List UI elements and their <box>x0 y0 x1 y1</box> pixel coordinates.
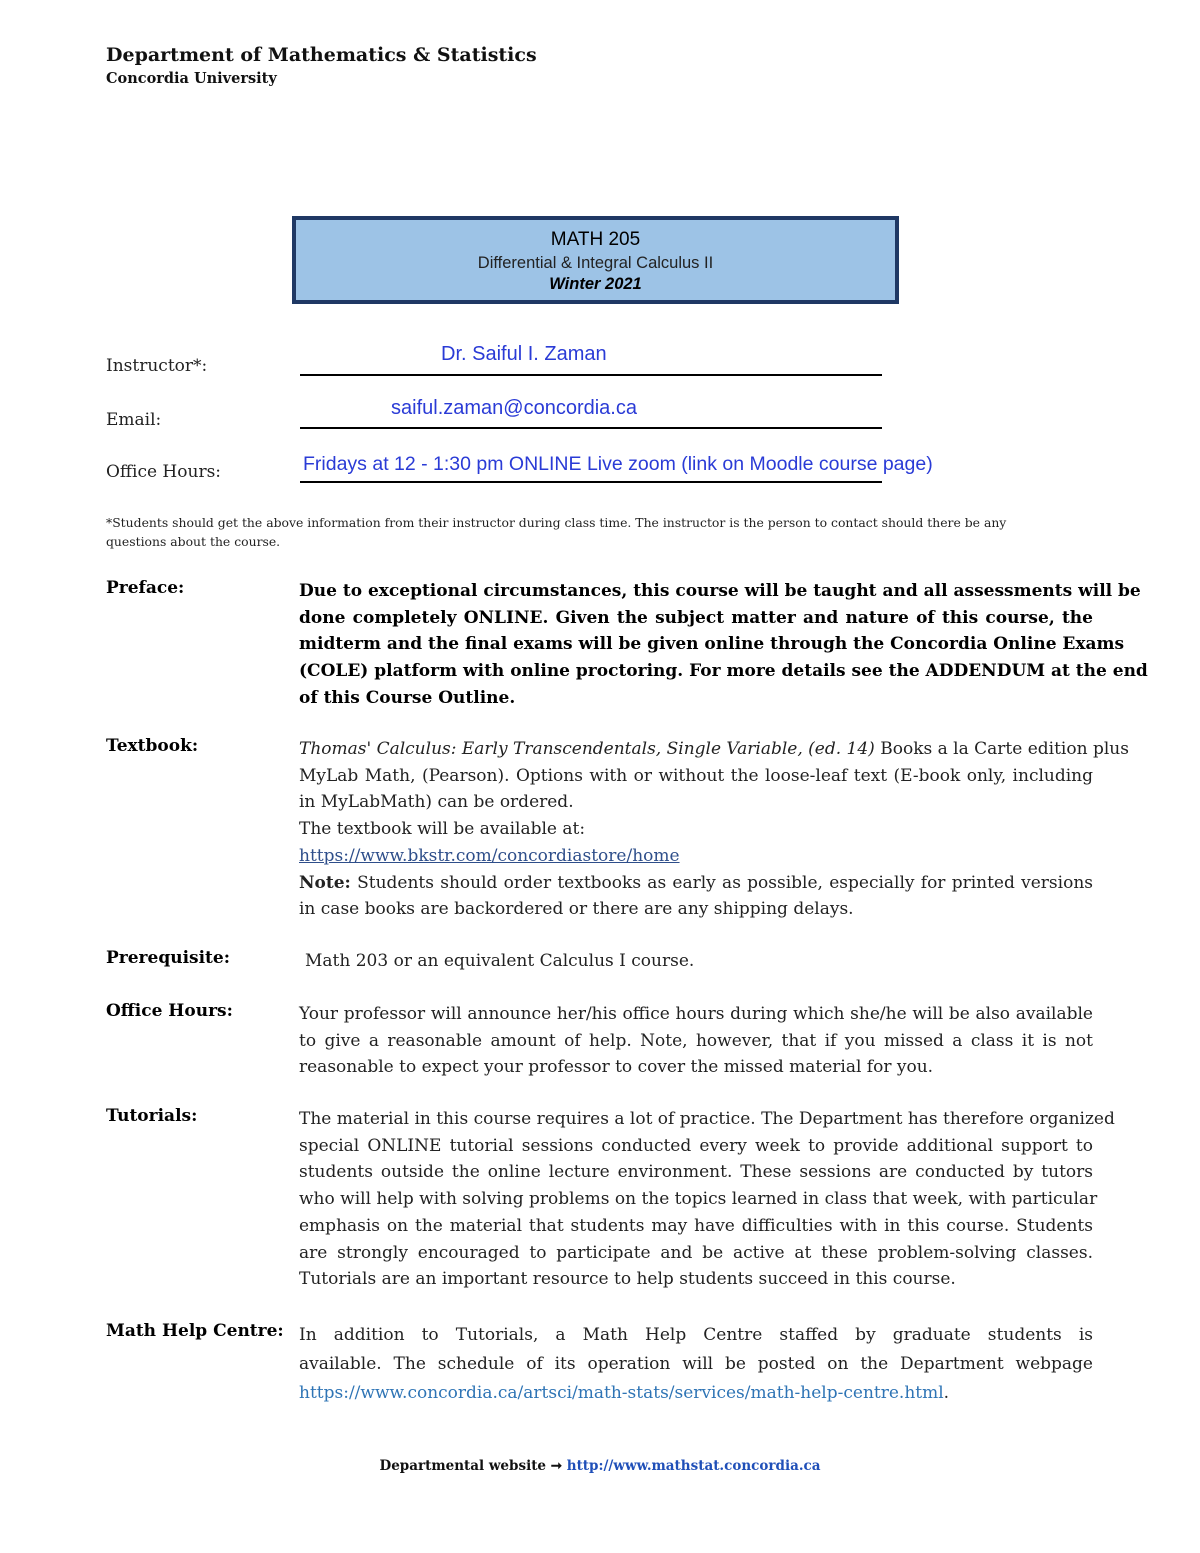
email-underline <box>300 427 882 429</box>
math-help-line: In addition to Tutorials, a Math Help Centre staffed by graduate students is <box>299 1325 1093 1345</box>
math-help-text <box>299 1321 1093 1408</box>
office-hours-line: reasonable to expect your professor to cover the missed material for you. <box>299 1057 934 1078</box>
office-hours-section-label: Office Hours: <box>106 1001 233 1021</box>
textbook-note <box>299 870 1093 897</box>
math-help-label: Math Help Centre: <box>106 1321 284 1341</box>
office-hours-label: Office Hours: <box>106 462 222 482</box>
bookstore-link[interactable]: https://www.bkstr.com/concordiastore/home <box>299 845 680 866</box>
tutorials-line: The material in this course requires a lot of practice. The Department has therefore organized <box>299 1109 1115 1129</box>
course-name: Differential & Integral Calculus II <box>477 254 714 272</box>
math-help-line <box>299 1379 1093 1408</box>
footnote-line: questions about the course. <box>106 534 281 549</box>
department-title: Department of Mathematics & Statistics <box>106 44 537 66</box>
math-help-link-suffix: . <box>943 1383 950 1403</box>
course-title-box <box>292 216 899 304</box>
textbook-edition: Books a la Carte edition plus <box>874 739 1129 759</box>
university-name: Concordia University <box>106 70 277 87</box>
textbook-text <box>299 736 1129 923</box>
tutorials-text <box>299 1106 1115 1293</box>
tutorials-line: who will help with solving problems on the topics learned in class that week, with particular <box>299 1189 1098 1210</box>
preface-line: midterm and the final exams will be given online through the Concordia Online Exams <box>299 634 1125 655</box>
tutorials-label: Tutorials: <box>106 1106 198 1126</box>
department-website-link[interactable]: http://www.mathstat.concordia.ca <box>566 1458 821 1474</box>
textbook-line <box>299 843 1093 870</box>
office-hours-text <box>299 1001 1093 1081</box>
office-hours-value: Fridays at 12 - 1:30 pm ONLINE Live zoom (link on Moodle course page) <box>303 453 933 475</box>
preface-line: Due to exceptional circumstances, this course will be taught and all assessments will be <box>299 581 1141 601</box>
textbook-label: Textbook: <box>106 736 199 756</box>
preface-line: (COLE) platform with online proctoring. For more details see the ADDENDUM at the end <box>299 661 1148 682</box>
textbook-line <box>299 736 1129 763</box>
tutorials-line: students outside the online lecture environment. These sessions are conducted by tutors <box>299 1162 1093 1183</box>
tutorials-line: are strongly encouraged to participate and be active at these problem-solving classes. <box>299 1242 1093 1263</box>
textbook-title: Thomas' Calculus: Early Transcendentals, Single Variable, (ed. 14) <box>299 739 875 759</box>
instructor-label: Instructor*: <box>106 356 208 376</box>
page-footer <box>0 1458 1200 1474</box>
textbook-line: in MyLabMath) can be ordered. <box>299 792 574 813</box>
tutorials-line: Tutorials are an important resource to help students succeed in this course. <box>299 1269 956 1290</box>
textbook-note-line: in case books are backordered or there are any shipping delays. <box>299 899 854 920</box>
office-hours-line: to give a reasonable amount of help. Note, however, that if you missed a class it is not <box>299 1030 1093 1051</box>
tutorials-line: emphasis on the material that students may have difficulties with in this course. Students <box>299 1215 1093 1236</box>
tutorials-line: special ONLINE tutorial sessions conducted every week to provide additional support to <box>299 1135 1093 1156</box>
footnote-line: *Students should get the above information from their instructor during class time. The instructor is the person to contact should there be any <box>106 515 1007 530</box>
footer-label: Departmental website <box>379 1458 547 1474</box>
note-text: Students should order textbooks as early as possible, especially for printed versions <box>350 872 1093 893</box>
course-term: Winter 2021 <box>549 275 642 293</box>
prerequisite-text: Math 203 or an equivalent Calculus I course. <box>305 951 695 971</box>
arrow-icon: ➞ <box>550 1458 563 1474</box>
email-label: Email: <box>106 410 162 430</box>
instructor-footnote <box>106 513 1096 551</box>
prerequisite-label: Prerequisite: <box>106 948 231 968</box>
note-label: Note: <box>299 872 351 893</box>
preface-label: Preface: <box>106 578 185 598</box>
textbook-line: MyLab Math, (Pearson). Options with or without the loose-leaf text (E-book only, including <box>299 765 1093 786</box>
office-hours-line: Your professor will announce her/his office hours during which she/he will be also available <box>299 1004 1093 1024</box>
preface-line: of this Course Outline. <box>299 687 516 708</box>
instructor-email[interactable]: saiful.zaman@concordia.ca <box>391 397 637 419</box>
office-hours-underline <box>300 481 882 483</box>
instructor-name: Dr. Saiful I. Zaman <box>441 343 607 365</box>
math-help-line: available. The schedule of its operation will be posted on the Department webpage <box>299 1354 1093 1374</box>
instructor-underline <box>300 374 882 376</box>
preface-line: done completely ONLINE. Given the subject matter and nature of this course, the <box>299 607 1093 628</box>
preface-text <box>299 578 1148 712</box>
math-help-link[interactable]: https://www.concordia.ca/artsci/math-stats/services/math-help-centre.html <box>299 1383 944 1403</box>
textbook-line: The textbook will be available at: <box>299 819 586 840</box>
course-code: MATH 205 <box>550 229 641 250</box>
